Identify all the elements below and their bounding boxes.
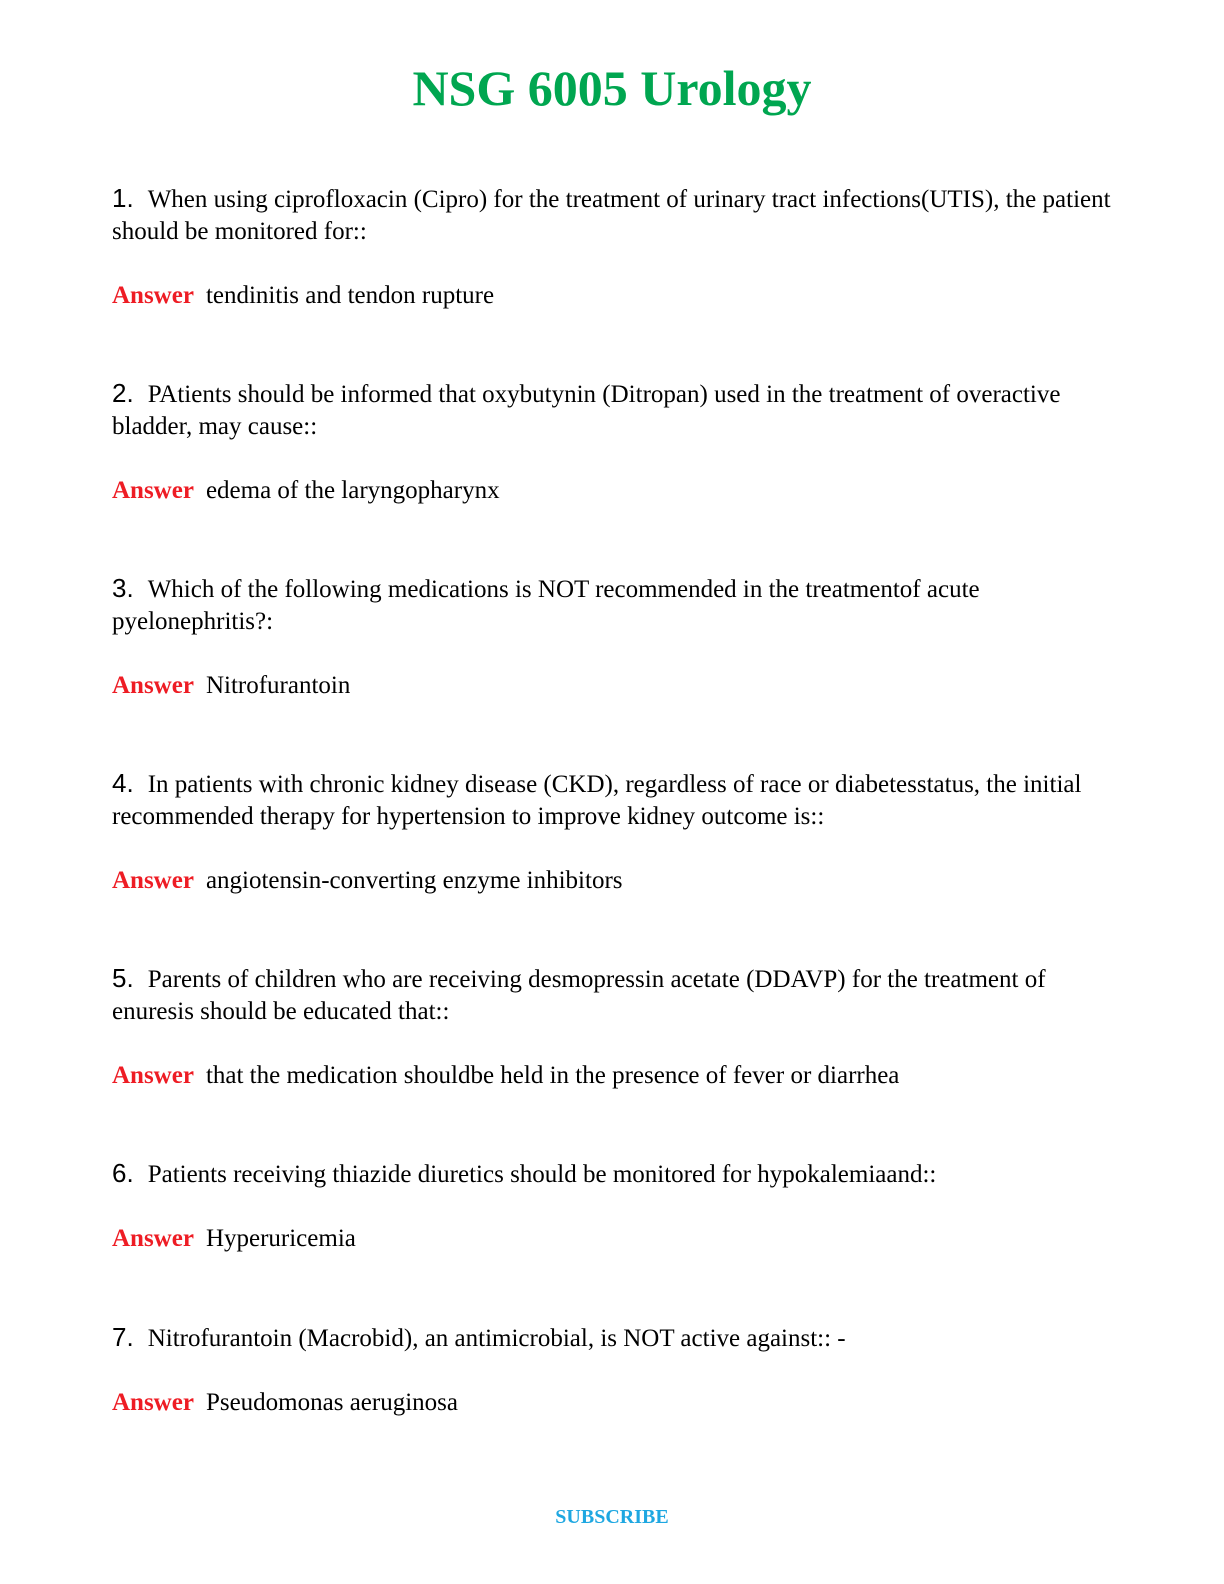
answer-label: Answer — [112, 282, 194, 309]
question-5 — [112, 962, 1122, 1028]
question-text: PAtients should be informed that oxybutynin (Ditropan) used in the treatment of overactive bladder, may cause:: — [112, 381, 1061, 440]
qa-item-2 — [112, 377, 1122, 507]
qa-item-5 — [112, 962, 1122, 1092]
question-number: 1. — [112, 183, 134, 213]
answer-text: that the medication shouldbe held in the presence of fever or diarrhea — [205, 1062, 900, 1089]
answer-text: tendinitis and tendon rupture — [205, 282, 495, 309]
qa-item-6 — [112, 1157, 1122, 1255]
answer-label: Answer — [112, 477, 194, 504]
answer-label: Answer — [112, 1389, 194, 1416]
answer-label: Answer — [112, 867, 194, 894]
qa-item-7 — [112, 1321, 1122, 1419]
answer-1 — [112, 280, 1122, 312]
answer-label: Answer — [112, 1225, 194, 1252]
question-text: Nitrofurantoin (Macrobid), an antimicrobial, is NOT active against:: - — [147, 1325, 846, 1352]
question-1 — [112, 182, 1122, 248]
answer-7 — [112, 1387, 1122, 1419]
question-number: 6. — [112, 1158, 134, 1188]
question-text: Which of the following medications is NOT recommended in the treatmentof acute pyelonephritis?: — [112, 576, 980, 635]
answer-text: Pseudomonas aeruginosa — [205, 1389, 458, 1416]
question-text: Patients receiving thiazide diuretics should be monitored for hypokalemiaand:: — [147, 1161, 937, 1188]
qa-item-1 — [112, 182, 1122, 312]
question-7 — [112, 1321, 1122, 1355]
answer-label: Answer — [112, 1062, 194, 1089]
answer-6 — [112, 1223, 1122, 1255]
answer-text: angiotensin-converting enzyme inhibitors — [205, 867, 623, 894]
answer-5 — [112, 1060, 1122, 1092]
answer-text: edema of the laryngopharynx — [205, 477, 500, 504]
question-number: 5. — [112, 963, 134, 993]
question-text: In patients with chronic kidney disease (CKD), regardless of race or diabetesstatus, the initial recommended therapy for hypertension to improve kidney outcome is:: — [112, 771, 1082, 830]
answer-text: Hyperuricemia — [205, 1225, 356, 1252]
answer-2 — [112, 475, 1122, 507]
question-3 — [112, 572, 1122, 638]
question-2 — [112, 377, 1122, 443]
question-text: When using ciprofloxacin (Cipro) for the treatment of urinary tract infections(UTIS), the patient should be monitored for:: — [112, 186, 1111, 245]
question-6 — [112, 1157, 1122, 1191]
question-text: Parents of children who are receiving desmopressin acetate (DDAVP) for the treatment of enuresis should be educated that:: — [112, 966, 1046, 1025]
qa-item-4 — [112, 767, 1122, 897]
page-title: NSG 6005 Urology — [412, 60, 812, 116]
answer-label: Answer — [112, 672, 194, 699]
answer-4 — [112, 865, 1122, 897]
question-number: 3. — [112, 573, 134, 603]
qa-item-3 — [112, 572, 1122, 702]
question-number: 2. — [112, 378, 134, 408]
question-4 — [112, 767, 1122, 833]
question-number: 7. — [112, 1322, 134, 1352]
answer-3 — [112, 670, 1122, 702]
subscribe-link[interactable]: SUBSCRIBE — [555, 1506, 669, 1528]
answer-text: Nitrofurantoin — [205, 672, 351, 699]
question-number: 4. — [112, 768, 134, 798]
